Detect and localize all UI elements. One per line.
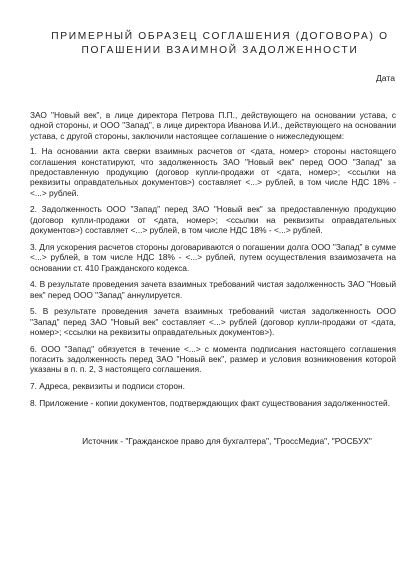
date-label: Дата <box>375 73 395 83</box>
document-title <box>44 30 396 58</box>
clause-4: 4. В результате проведения зачета взаимных требований чистая задолженность ЗАО "Новый век" перед ООО "Запад" аннулируется. <box>30 279 396 300</box>
clause-3: 3. Для ускорения расчетов стороны договариваются о погашении долга ООО "Запад" в сумме <...> рублей, в том числе НДС 18% - <...> рублей, путем осуществления взаимозачета на основании ст. 410 Гражданского кодекса. <box>30 241 396 273</box>
agreement-body <box>30 110 396 408</box>
clause-1: 1. На основании акта сверки взаимных расчетов от <дата, номер> стороны настоящего соглашения констатируют, что задолженность ЗАО "Новый век" перед ООО "Запад" за предоставленную продукцию (договор купли-продажи от <дата, номер>; <ссылки на реквизиты оправдательных документов>) составляет <...> рублей, в том числе НДС 18% - <...> рублей. <box>30 146 396 198</box>
source-note: Источник - "Гражданское право для бухгалтера", "ГроссМедиа", "РОСБУХ" <box>82 436 372 447</box>
intro-paragraph: ЗАО "Новый век", в лице директора Петрова П.П., действующего на основании устава, с одной стороны, и ООО "Запад", в лице директора Иванова И.И., действующего на основании устава, с другой стороны, заключили настоящее соглашение о нижеследующем: <box>30 110 396 141</box>
clause-7: 7. Адреса, реквизиты и подписи сторон. <box>30 381 185 392</box>
title-line-1: ПРИМЕРНЫЙ ОБРАЗЕЦ СОГЛАШЕНИЯ (ДОГОВОРА) О <box>51 31 389 42</box>
clause-5: 5. В результате проведения зачета взаимных требований чистая задолженность ООО "Запад" перед ЗАО "Новый век" составляет <...> рублей (договор купли-продажи от <дата, номер>; <ссылки на реквизиты оправдательных документов>). <box>30 306 396 338</box>
clause-6: 6. ООО "Запад" обязуется в течение <...> с момента подписания настоящего соглашения погасить задолженность перед ЗАО "Новый век", размер и условия возникновения которой указаны в п. п. 2, 3 настоящего соглашения. <box>30 343 396 375</box>
clause-2: 2. Задолженность ООО "Запад" перед ЗАО "Новый век" за предоставленную продукцию (договор купли-продажи от <дата, номер>; <ссылки на реквизиты оправдательных документов>) составляет <...> рублей, в том числе НДС 18% - <...> рублей. <box>30 204 396 236</box>
clause-8: 8. Приложение - копии документов, подтверждающих факт существования задолженностей. <box>30 397 391 408</box>
title-line-2: ПОГАШЕНИИ ВЗАИМНОЙ ЗАДОЛЖЕННОСТИ <box>81 45 359 56</box>
